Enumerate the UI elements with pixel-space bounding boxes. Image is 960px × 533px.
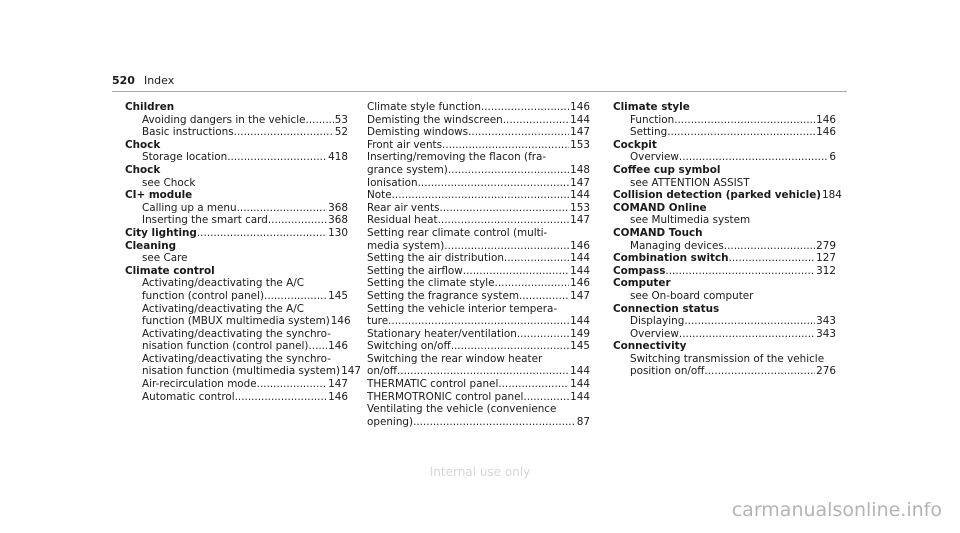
index-entry (125, 378, 348, 391)
entry-label: Overview (630, 327, 679, 340)
index-entry (367, 164, 590, 177)
index-entry (367, 277, 590, 290)
index-entry: see On-board computer (630, 289, 754, 302)
index-entry (367, 328, 590, 341)
index-entry (125, 391, 348, 404)
index-entry (367, 378, 590, 391)
index-heading: Computer (613, 277, 671, 290)
index-heading: Climate control (125, 264, 215, 277)
index-entry (125, 126, 348, 139)
index-heading: Coffee cup symbol (613, 163, 721, 176)
index-heading: Cockpit (613, 138, 657, 151)
index-entry (367, 202, 590, 215)
index-entry: see Care (142, 252, 188, 265)
entry-label: Displaying (630, 315, 685, 328)
index-entry (367, 101, 590, 114)
dot-leader (413, 416, 576, 429)
entry-label: Calling up a menu (142, 201, 237, 214)
entry-label: position on/off (630, 365, 705, 378)
dot-leader (504, 252, 569, 265)
index-entry (125, 315, 351, 328)
page-reference: 144 (570, 113, 590, 126)
entry-label: Collision detection (parked vehicle) (613, 189, 822, 202)
dot-leader (451, 340, 569, 353)
dot-leader (444, 240, 569, 253)
entry-label: Overview (630, 151, 679, 164)
index-entry (613, 315, 836, 328)
page-reference: 147 (570, 126, 590, 139)
index-entry (367, 126, 590, 139)
index-entry (613, 151, 836, 164)
entry-label: Storage location (142, 151, 228, 164)
dot-leader (495, 277, 570, 290)
index-heading: CI+ module (125, 189, 193, 202)
entry-label: Switching on/off (367, 340, 451, 353)
entry-label: Compass (613, 264, 666, 277)
entry-label: Rear air vents (367, 201, 440, 214)
index-entry (125, 151, 348, 164)
dot-leader (234, 126, 334, 139)
page-reference: 149 (570, 327, 590, 340)
page-reference: 147 (570, 214, 590, 227)
entry-label: Setting (630, 126, 668, 139)
page-reference: 144 (570, 189, 590, 202)
page-reference: 130 (328, 226, 348, 239)
site-watermark: carmanualsonline.info (731, 499, 942, 521)
index-column-2 (367, 101, 590, 428)
dot-leader (257, 378, 328, 391)
dot-leader (498, 378, 569, 391)
page-reference: 146 (816, 126, 836, 139)
index-entry (367, 340, 590, 353)
entry-label: Climate style function (367, 101, 481, 113)
index-entry: Activating/deactivating the synchro- (142, 352, 331, 365)
page-reference: 52 (334, 126, 348, 139)
dot-leader (438, 214, 570, 227)
entry-label: on/off (367, 365, 397, 378)
index-entry: Ventilating the vehicle (convenience (367, 403, 557, 416)
dot-leader (442, 139, 569, 152)
page-reference: 368 (328, 214, 348, 227)
index-heading: Children (125, 101, 175, 113)
entry-label: Automatic control (142, 390, 235, 403)
index-heading (125, 227, 348, 240)
header-divider (112, 91, 847, 92)
entry-label: City lighting (125, 226, 197, 239)
index-entry: see ATTENTION ASSIST (630, 176, 750, 189)
index-entry: Setting rear climate control (multi- (367, 226, 548, 239)
index-entry (125, 365, 361, 378)
index-entry (367, 139, 590, 152)
index-entry (125, 202, 348, 215)
index-entry (367, 391, 590, 404)
index-entry (367, 114, 590, 127)
dot-leader (308, 340, 327, 353)
dot-leader (468, 126, 569, 139)
entry-label: Demisting the windscreen (367, 113, 503, 126)
entry-label: THERMOTRONIC control panel (367, 390, 524, 403)
page-reference: 343 (816, 315, 836, 328)
page-reference: 146 (328, 390, 348, 403)
page-number: 520 (112, 74, 135, 87)
page-reference: 144 (570, 315, 590, 328)
index-entry (125, 340, 348, 353)
index-heading (613, 252, 836, 265)
dot-leader (268, 214, 327, 227)
index-entry (613, 126, 836, 139)
entry-label: Basic instructions (142, 126, 234, 139)
index-heading: Connectivity (613, 340, 687, 353)
page-reference: 127 (816, 252, 836, 265)
entry-label: nisation function (multimedia system) (142, 365, 341, 378)
dot-leader (684, 315, 815, 328)
dot-leader (235, 391, 328, 404)
entry-label: Function (630, 113, 675, 126)
index-entry (367, 240, 590, 253)
dot-leader (237, 202, 328, 215)
page-reference: 145 (570, 340, 590, 353)
index-entry (613, 328, 836, 341)
index-entry (367, 290, 590, 303)
index-column-1 (125, 101, 361, 403)
index-heading: Cleaning (125, 239, 177, 252)
entry-label: Inserting the smart card (142, 214, 268, 227)
entry-label: Note (367, 189, 392, 202)
page-reference: 418 (328, 151, 348, 164)
dot-leader (665, 265, 815, 278)
page-header (112, 74, 174, 87)
index-entry: Switching transmission of the vehicle (630, 352, 825, 365)
entry-label: Setting the air distribution (367, 252, 504, 265)
dot-leader (519, 290, 569, 303)
page-reference: 144 (570, 378, 590, 391)
index-entry (125, 114, 348, 127)
dot-leader (679, 328, 815, 341)
page-reference: 343 (816, 327, 836, 340)
page-reference: 144 (570, 365, 590, 378)
entry-label: Avoiding dangers in the vehicle (142, 113, 306, 126)
section-title: Index (143, 74, 175, 87)
page-reference: 146 (570, 277, 590, 290)
entry-label: Ionisation (367, 176, 418, 189)
index-entry: Activating/deactivating the synchro- (142, 327, 331, 340)
index-column-3 (613, 101, 842, 378)
page-reference: 146 (816, 113, 836, 126)
page-reference: 144 (570, 252, 590, 265)
entry-label: media system) (367, 239, 445, 252)
index-entry (125, 214, 348, 227)
index-entry (613, 240, 836, 253)
page-reference: 276 (816, 365, 836, 378)
index-heading: COMAND Touch (613, 226, 703, 239)
dot-leader (729, 252, 816, 265)
index-entry: Switching the rear window heater (367, 352, 543, 365)
entry-label: opening) (367, 415, 414, 428)
index-entry: Activating/deactivating the A/C (142, 302, 304, 315)
entry-label: Demisting windows (367, 126, 469, 139)
index-entry (367, 252, 590, 265)
page-reference: 6 (829, 151, 836, 164)
index-entry (367, 214, 590, 227)
page-reference: 184 (822, 189, 842, 202)
page-reference: 147 (570, 289, 590, 302)
index-entry (367, 416, 590, 429)
entry-label: Stationary heater/ventilation (367, 327, 517, 340)
dot-leader (724, 240, 815, 253)
watermark-text: Internal use only (429, 465, 531, 479)
dot-leader (264, 290, 327, 303)
index-heading: Chock (125, 163, 161, 176)
page-reference: 279 (816, 239, 836, 252)
page-reference: 153 (570, 201, 590, 214)
entry-label: nisation function (control panel) (142, 340, 309, 353)
dot-leader (481, 101, 569, 114)
dot-leader (674, 114, 815, 127)
entry-label: THERMATIC control panel (367, 378, 499, 391)
dot-leader (704, 365, 815, 378)
dot-leader (418, 177, 570, 190)
index-entry (613, 365, 836, 378)
page-reference: 144 (570, 390, 590, 403)
page-reference: 87 (576, 415, 590, 428)
entry-label: Combination switch (613, 252, 729, 265)
dot-leader (197, 227, 327, 240)
dot-leader (448, 164, 569, 177)
page-reference: 147 (570, 176, 590, 189)
index-entry: Setting the vehicle interior tempera- (367, 302, 558, 315)
dot-leader (517, 328, 569, 341)
dot-leader (523, 391, 569, 404)
dot-leader (306, 114, 334, 127)
page-reference: 147 (341, 365, 361, 378)
dot-leader (397, 365, 569, 378)
entry-label: ture (367, 315, 389, 328)
dot-leader (679, 151, 828, 164)
index-entry (367, 189, 590, 202)
index-heading (613, 265, 836, 278)
dot-leader (440, 202, 570, 215)
index-entry (125, 290, 348, 303)
index-entry: see Multimedia system (630, 214, 751, 227)
dot-leader (667, 126, 815, 139)
dot-leader (503, 114, 569, 127)
page-reference: 153 (570, 138, 590, 151)
index-entry (367, 177, 590, 190)
dot-leader (463, 265, 569, 278)
index-heading: COMAND Online (613, 201, 707, 214)
entry-label: grance system) (367, 163, 448, 176)
index-entry (613, 114, 836, 127)
index-entry (367, 365, 590, 378)
index-heading (613, 189, 842, 202)
entry-label: function (control panel) (142, 289, 265, 302)
index-entry: Activating/deactivating the A/C (142, 277, 304, 290)
page-reference: 145 (328, 289, 348, 302)
entry-label: Setting the climate style (367, 277, 495, 290)
entry-label: Managing devices (630, 239, 724, 252)
entry-label: Air-recirculation mode (142, 378, 257, 391)
page-reference: 144 (570, 264, 590, 277)
page-reference: 53 (334, 113, 348, 126)
page-reference: 146 (330, 315, 351, 328)
index-heading: Climate style (613, 101, 690, 113)
page-reference: 147 (328, 378, 348, 391)
entry-label: Front air vents (367, 138, 443, 151)
dot-leader (392, 189, 570, 202)
index-entry: Inserting/removing the flacon (fra- (367, 151, 547, 164)
index-heading: Chock (125, 138, 161, 151)
index-entry: see Chock (142, 176, 196, 189)
entry-label: Setting the airflow (367, 264, 463, 277)
index-entry (367, 265, 590, 278)
index-entry (367, 315, 590, 328)
entry-label: Setting the fragrance system (367, 289, 519, 302)
dot-leader (227, 151, 327, 164)
page-reference: 146 (328, 340, 348, 353)
index-heading: Connection status (613, 302, 720, 315)
page-reference: 146 (570, 101, 590, 113)
page-reference: 146 (570, 239, 590, 252)
entry-label: function (MBUX multimedia system) (142, 315, 330, 328)
page-reference: 368 (328, 201, 348, 214)
dot-leader (388, 315, 569, 328)
page-reference: 148 (570, 163, 590, 176)
page-reference: 312 (816, 264, 836, 277)
entry-label: Residual heat (367, 214, 438, 227)
